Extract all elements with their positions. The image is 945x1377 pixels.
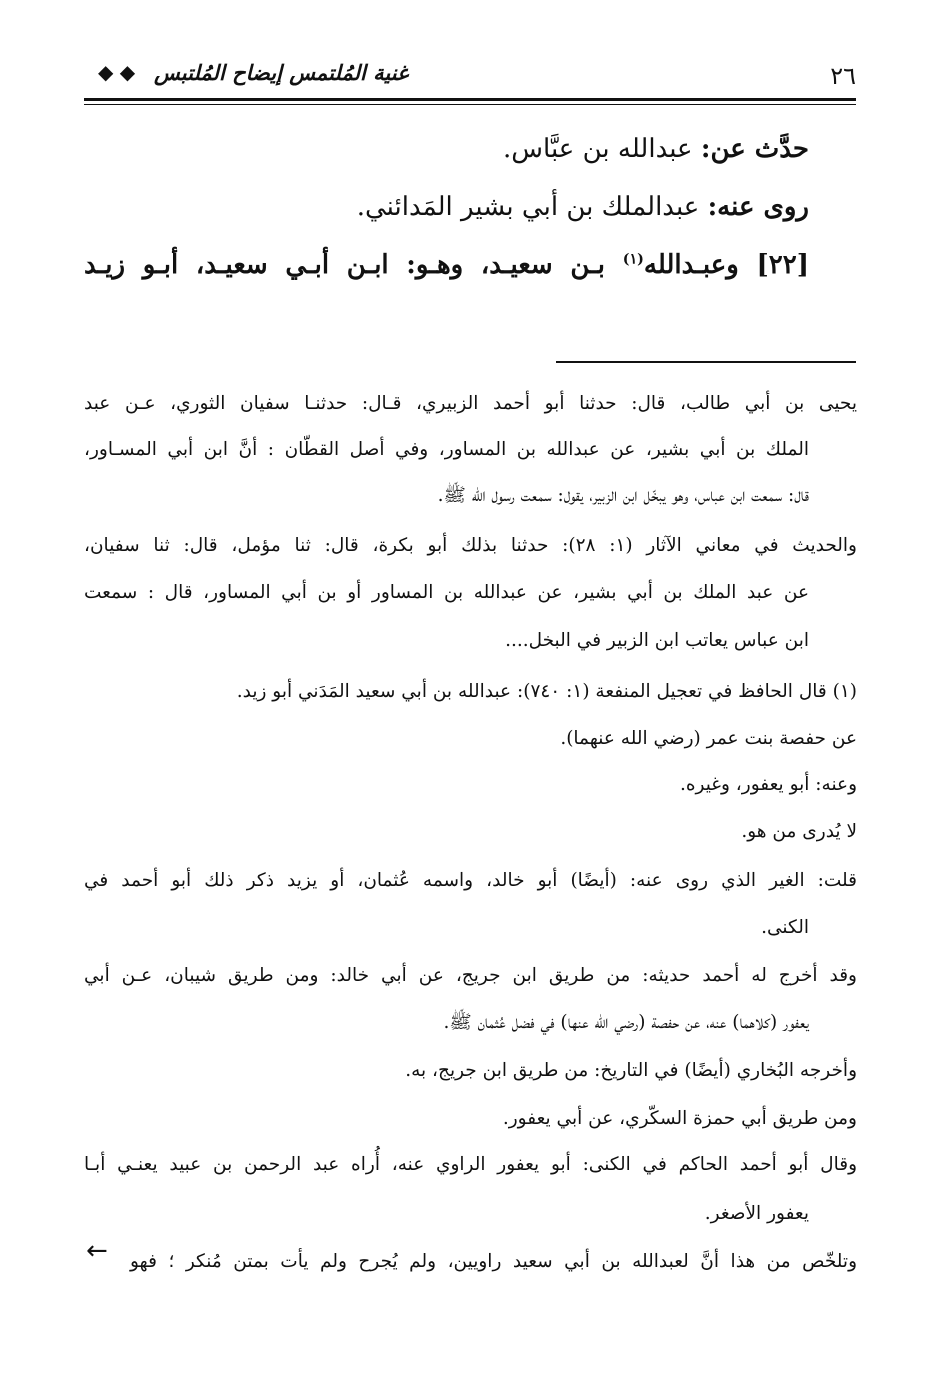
footnote-line: وقد أخرج له أحمد حديثه: من طريق ابن جريج، عن أبي خالد: ومن طريق شيبان، عـن أبي [84,965,857,986]
diamond-ornament: ◆ ◆ [98,60,136,84]
footnote-line: وتلخّص من هذا أنَّ لعبدالله بن أبي سعيد راويين، ولم يُجرح ولم يأت بمتن مُنكر ؛ فهو [130,1251,857,1272]
footnote-line: وعنه: أبو يعفور، وغيره. [679,774,857,795]
footnote-line: عن عبد الملك بن أبي بشير، عن عبدالله بن المساور أو بن أبي المساور، قال : سمعت [84,582,809,603]
footnote-marker: (١) [622,251,644,268]
footnote-line: يعفور (كلاهما) عنه، عن حفصة (رضي الله عنها) في فضل عُثمان ﷺ. [443,1012,809,1033]
footnote-separator [556,361,856,363]
page-number: ٢٦ [830,62,856,90]
main-line-3 [84,250,809,280]
footnote-line: عن حفصة بنت عمر (رضي الله عنهما). [560,728,857,749]
footnote-line: يحيى بن أبي طالب، قال: حدثنا أبو أحمد الزبيري، قـال: حدثنـا سفيان الثوري، عـن عبد [84,393,857,414]
entry-rest: بـن سعيـد، وهـو: ابـن أبـي سعيـد، أبـو زيـد [84,250,623,280]
footnote-line: الكنى. [761,917,809,938]
header-rule-thick [84,98,856,101]
footnote-line: وأخرجه البُخاري (أيضًا) في التاريخ: من طريق ابن جريج، به. [405,1060,857,1081]
main-line-2 [357,192,809,222]
footnote-line: وقال أبو أحمد الحاكم في الكنى: أبو يعفور الراوي عنه، أُراه عبد الرحمن بن عبيد يعنـي أبـا [84,1154,857,1175]
header-rule-thin [84,104,856,105]
continue-arrow-icon: ← [86,1236,108,1266]
footnote-line: والحديث في معاني الآثار (١: ٢٨): حدثنا بذلك أبو بكرة، قال: ثنا مؤمل، قال: ثنا سفيان، [84,535,857,556]
main-line-1 [503,134,809,164]
footnote-line: ابن عباس يعاتب ابن الزبير في البخل.... [505,630,809,651]
line-text: عبدالله بن عبَّاس. [503,134,701,164]
footnote-line: الملك بن أبي بشير، عن عبدالله بن المساور، وفي أصل القطّان : أنَّ ابن أبي المسـاور، [84,439,809,460]
footnote-line: (١) قال الحافظ في تعجيل المنفعة (١: ٧٤٠): عبدالله بن أبي سعيد المَدَني أبو زيد. [236,681,857,702]
footnote-line: يعفور الأصغر. [704,1203,809,1224]
footnote-line: قال: سمعت ابن عباس، وهو يبخّل ابن الزبير، يقول: سمعت رسول الله ﷺ. [437,485,809,506]
footnote-line: ومن طريق أبي حمزة السكّري، عن أبي يعفور. [502,1108,857,1129]
entry-head: [٢٢] وعبـدالله [643,250,809,280]
line-label: حدَّث عن: [700,134,809,164]
line-label: روى عنه: [707,192,809,222]
book-title: غنية المُلتمس إيضاح المُلتبس [154,60,409,85]
footnote-line: لا يُدرى من هو. [741,821,857,842]
line-text: عبدالملك بن أبي بشير المَدائني. [356,192,708,222]
running-header [84,58,856,94]
footnote-line: قلت: الغير الذي روى عنه: (أيضًا) أبو خالد، واسمه عُثمان، أو يزيد ذكر ذلك أبو أحمد في [84,870,857,891]
